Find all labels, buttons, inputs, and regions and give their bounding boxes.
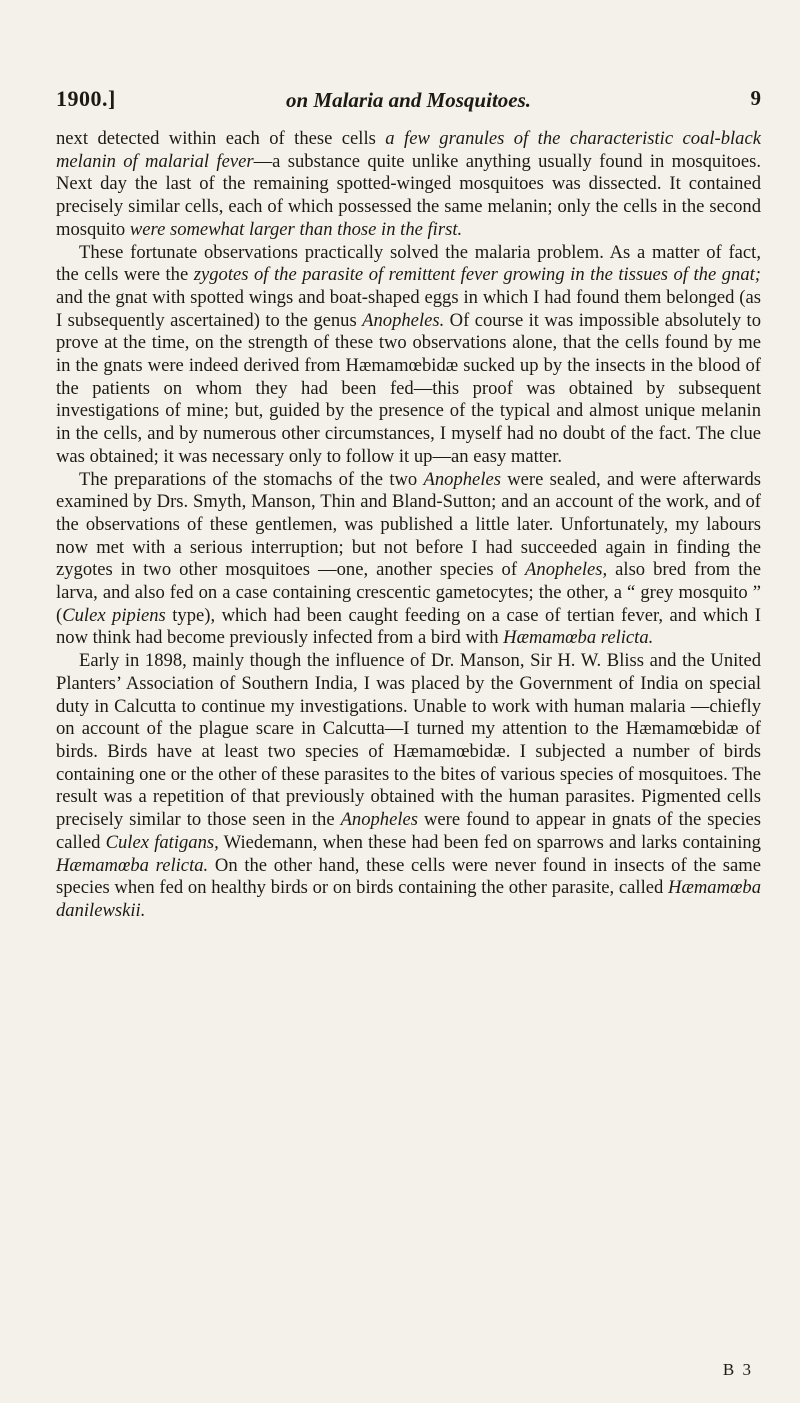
text-run: were found to appear in gnats of the species called xyxy=(56,809,761,853)
text-run: —a substance quite unlike anything usually found in mosquitoes. Next day the last of the remaining spotted-winged mosquitoes was dissected. It contained precisely similar cells, each of which possessed the same melanin; only the cells in the second mosquito xyxy=(56,150,761,240)
italic-run: Hæmamœba relicta. xyxy=(503,627,654,649)
text-run: were sealed, and were afterwards examined by Drs. Smyth, Manson, Thin and Bland-Sutton; and an account of the work, and of the observations of these gentlemen, was published a little later. Unfortunately, my labours now met with a serious interruption; but not before I had succeeded again in finding the zygotes in two other mosquitoes —one, another species of xyxy=(56,468,762,581)
text-run: Early in 1898, mainly though the influence of Dr. Manson, Sir H. W. Bliss and the United Planters’ Association of Southern India, I was placed by the Government of India on special duty in Calcutta to continue my investigations. Unable to work with human malaria —chiefly on account of the plague scare in Calcutta—I turned my attention to the Hæmamœbidæ of birds. Birds have at least two species of Hæmamœbidæ. I subjected a number of birds containing one or the other of these parasites to the bites of various species of mosquitoes. The result was a repetition of that previously obtained with the human parasites. Pigmented cells precisely similar to those seen in the xyxy=(56,650,761,831)
italic-run: zygotes of the parasite of remittent fever growing in the tissues of the gnat; xyxy=(193,264,761,286)
text-run: next detected within each of these cells xyxy=(56,128,386,149)
body-text xyxy=(56,128,761,923)
text-run: Wiedemann, when these had been fed on sparrows and larks containing xyxy=(218,831,761,853)
italic-run: were somewhat larger than those in the first. xyxy=(129,218,463,240)
text-run: type), which had been caught feeding on a case of tertian fever, and which I now think had become previously infected from a bird with xyxy=(56,604,761,649)
text-run: These fortunate observations practically solved the malaria problem. As a matter of fact, the cells were the xyxy=(56,241,761,286)
text-run: Of course it was impossible absolutely to prove at the time, on the strength of these two observations alone, that the cells found by me in the gnats were indeed derived from Hæmamœbidæ sucked up by the insects in the blood of the patients on whom they had been fed—this proof was obtained by subsequent investigations of mine; but, guided by the presence of the typical and almost unique melanin in the cells, and by numerous other circumstances, I myself had no doubt of the fact. The clue was obtained; it was necessary only to follow it up—an easy matter. xyxy=(56,309,762,467)
italic-run: Anopheles. xyxy=(362,309,445,331)
italic-run: Culex pipiens xyxy=(62,604,166,626)
paragraph-2 xyxy=(56,242,761,469)
italic-run: Hæmamœba danilewskii. xyxy=(56,877,761,921)
header-title: on Malaria and Mosquitoes. xyxy=(285,88,532,112)
text-run: and the gnat with spotted wings and boat-shaped eggs in which I had found them belonged (as I subsequently ascertained) to the genus xyxy=(56,286,761,331)
paragraph-3 xyxy=(56,469,761,651)
text-run: On the other hand, these cells were never found in insects of the same species when fed on healthy birds or on birds containing the other parasite, called xyxy=(56,854,761,899)
text-run: The preparations of the stomachs of the two xyxy=(79,468,424,490)
italic-run: Anopheles, xyxy=(525,559,608,581)
italic-run: Anopheles xyxy=(423,468,501,490)
italic-run: Anopheles xyxy=(340,809,419,831)
header-year: 1900.] xyxy=(56,86,116,111)
paragraph-4 xyxy=(56,650,761,922)
signature-mark: B 3 xyxy=(722,1360,753,1379)
text-run: also bred from the larva, and also fed on a case containing crescentic gametocytes; the other, a “ grey mosquito ” ( xyxy=(56,559,761,626)
running-header xyxy=(56,86,761,116)
italic-run: Culex fatigans, xyxy=(105,831,219,853)
page-number: 9 xyxy=(750,86,761,110)
paragraph-1 xyxy=(56,128,761,242)
italic-run: Hæmamœba relicta. xyxy=(56,854,209,876)
italic-run: a few granules of the characteristic coal-black melanin of malarial fever xyxy=(56,128,761,172)
